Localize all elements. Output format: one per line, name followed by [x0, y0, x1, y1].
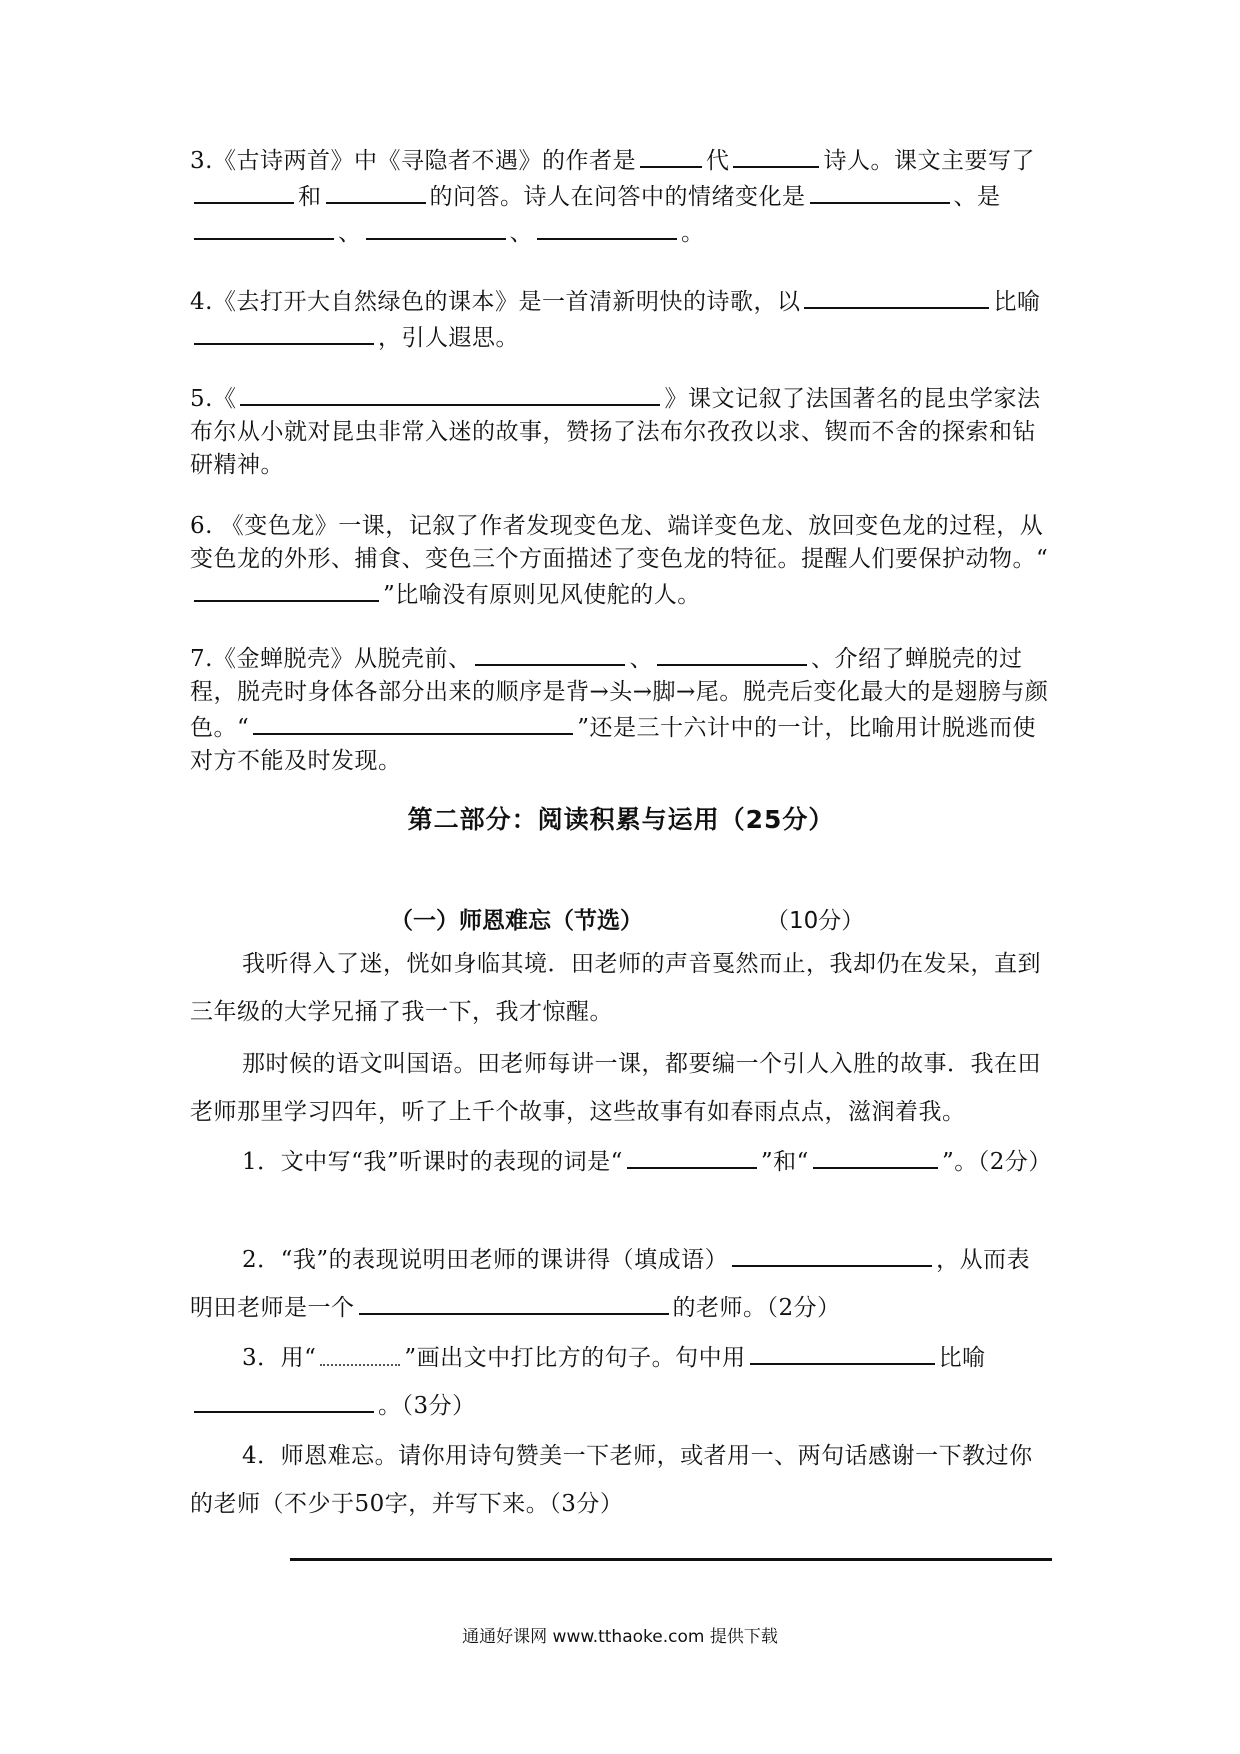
q4-blank-1[interactable]	[804, 283, 989, 309]
question-6	[190, 510, 1052, 612]
q4-text-2: 比喻	[993, 289, 1041, 315]
rq1-blank-1[interactable]	[627, 1143, 757, 1169]
q6-text-2: ”比喻没有原则见风使舵的人。	[383, 582, 701, 608]
q7-text-1: 7.《金蝉脱壳》从脱壳前、	[190, 646, 472, 672]
q4-text-3: ，引人遐思。	[378, 325, 519, 351]
q3-blank-poet[interactable]	[733, 142, 819, 168]
rq3-blank-1[interactable]	[750, 1339, 935, 1365]
section-1-title: （一）师恩难忘（节选）	[390, 908, 643, 934]
q7-text-2: 、	[629, 646, 653, 672]
q4-blank-2[interactable]	[194, 319, 374, 345]
reading-question-3	[190, 1334, 1052, 1430]
q3-blank-emotion-4[interactable]	[537, 214, 677, 240]
question-4	[190, 283, 1052, 355]
q7-blank-2[interactable]	[657, 640, 807, 666]
q3-blank-emotion-3[interactable]	[366, 214, 506, 240]
question-7	[190, 640, 1052, 778]
rq2-text-3: 的老师。（2分）	[672, 1295, 841, 1321]
page-footer: 通通好课网 www.tthaoke.com 提供下载	[462, 1627, 778, 1647]
q3-blank-b[interactable]	[326, 178, 426, 204]
q7-blank-1[interactable]	[475, 640, 625, 666]
rq1-text-3: ”。（2分）	[941, 1149, 1052, 1175]
q3-text-3: 诗人。课文主要写了	[823, 148, 1035, 174]
q3-blank-emotion-2[interactable]	[194, 214, 334, 240]
q3-text-1: 3.《古诗两首》中《寻隐者不遇》的作者是	[190, 148, 636, 174]
q3-blank-dynasty[interactable]	[640, 142, 702, 168]
q5-text-2: 》课文记叙了法国著名的昆虫学家法布尔从小就对昆虫非常入迷的故事，赞扬了法布尔孜孜以求、锲而不舍的探索和钻研精神。	[190, 386, 1041, 478]
passage-paragraph-2: 那时候的语文叫国语。田老师每讲一课，都要编一个引人入胜的故事．我在田老师那里学习四年，听了上千个故事，这些故事有如春雨点点，滋润着我。	[190, 1051, 1041, 1125]
rq1-text-1: 1．文中写“我”听课时的表现的词是“	[242, 1149, 623, 1175]
rq2-text-2: ，从而表明田老师是一个	[190, 1247, 1031, 1321]
rq2-blank-idiom[interactable]	[732, 1241, 932, 1267]
passage-paragraph-1: 我听得入了迷，恍如身临其境．田老师的声音戛然而止，我却仍在发呆，直到三年级的大学兄捅了我一下，我才惊醒。	[190, 951, 1041, 1025]
q4-text-1: 4.《去打开大自然绿色的课本》是一首清新明快的诗歌，以	[190, 289, 801, 315]
q3-blank-a[interactable]	[194, 178, 294, 204]
q7-text-4: ”还是三十六计中的一计，比喻用计脱逃而使对方不能及时发现。	[190, 715, 1037, 774]
rq3-text-3: 比喻	[938, 1345, 986, 1371]
wavy-underline-sample	[320, 1352, 400, 1366]
rq2-text-1: 2．“我”的表现说明田老师的课讲得（填成语）	[242, 1247, 729, 1273]
q3-text-2: 代	[705, 148, 730, 174]
q5-text-1: 5.《	[190, 386, 237, 412]
q5-blank-title[interactable]	[240, 380, 660, 406]
part-2-heading: 第二部分：阅读积累与运用（25分）	[407, 805, 835, 834]
answer-line[interactable]	[290, 1558, 1052, 1561]
rq3-blank-2[interactable]	[194, 1387, 374, 1413]
q3-text-4: 和	[298, 184, 322, 210]
q6-text-1: 6. 《变色龙》一课，记叙了作者发现变色龙、端详变色龙、放回变色龙的过程，从变色龙的外形、捕食、变色三个方面描述了变色龙的特征。提醒人们要保护动物。“	[190, 513, 1049, 572]
question-3	[190, 142, 1052, 250]
rq3-text-1: 3．用“	[242, 1345, 317, 1371]
q3-text-6: 、是	[953, 184, 1001, 210]
reading-question-2	[190, 1236, 1052, 1332]
q3-text-5: 的问答。诗人在问答中的情绪变化是	[429, 184, 806, 210]
rq2-blank-teacher[interactable]	[359, 1289, 669, 1315]
q3-text-9: 。	[681, 220, 705, 246]
question-5	[190, 380, 1052, 482]
q3-text-7: 、	[338, 220, 362, 246]
rq1-blank-2[interactable]	[813, 1143, 938, 1169]
q7-blank-idiom[interactable]	[253, 709, 573, 735]
section-1-score: （10分）	[766, 908, 865, 934]
q3-text-8: 、	[509, 220, 533, 246]
rq3-text-2: ”画出文中打比方的句子。句中用	[404, 1345, 746, 1371]
reading-question-1	[190, 1138, 1052, 1186]
rq1-text-2: ”和“	[760, 1149, 809, 1175]
q3-blank-emotion-1[interactable]	[810, 178, 950, 204]
q6-blank-idiom[interactable]	[194, 576, 379, 602]
reading-question-4: 4．师恩难忘。请你用诗句赞美一下老师，或者用一、两句话感谢一下教过你的老师（不少于50字，并写下来。（3分）	[190, 1443, 1033, 1517]
rq3-text-4: 。（3分）	[378, 1393, 476, 1419]
q7-text-3: 、介绍了蝉脱壳的过程，脱壳时身体各部分出来的顺序是背→头→脚→尾。脱壳后变化最大的是翅膀与颜色。“	[190, 646, 1049, 741]
